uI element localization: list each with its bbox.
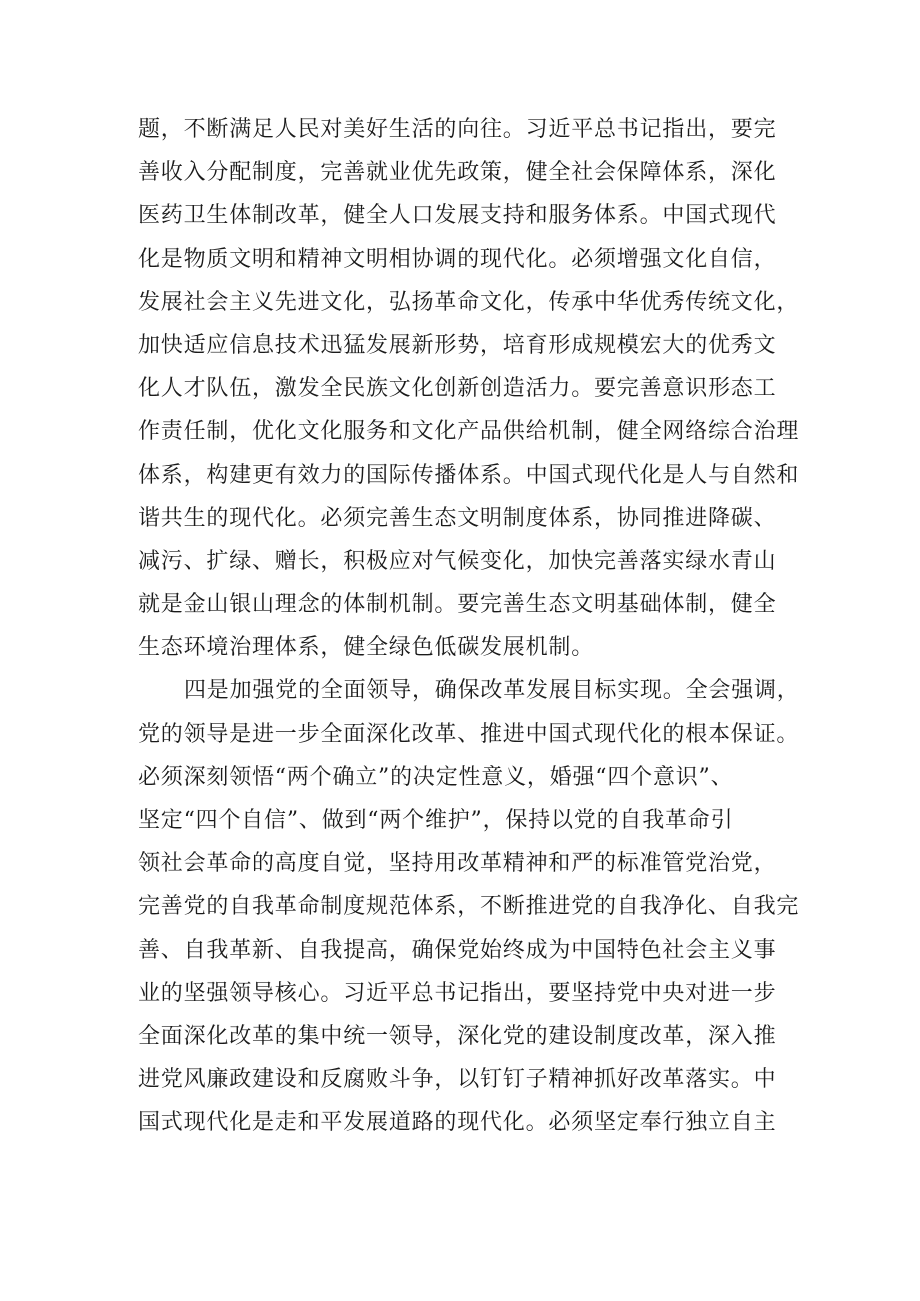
text-line: 化人才队伍，激发全民族文化创新创造活力。要完善意识形态工 bbox=[138, 376, 777, 402]
text-line: 加快适应信息技术迅猛发展新形势，培育形成规模宏大的优秀文 bbox=[138, 332, 777, 358]
text-line: 坚定“四个自信”、做到“两个维护”，保持以党的自我革命引 bbox=[138, 808, 734, 833]
text-line: 善收入分配制度，完善就业优先政策，健全社会保障体系，深化 bbox=[138, 160, 777, 186]
text-line: 医药卫生体制改革，健全人口发展支持和服务体系。中国式现代 bbox=[138, 203, 777, 229]
text-line: 就是金山银山理念的体制机制。要完善生态文明基础体制，健全 bbox=[138, 592, 777, 618]
text-line: 国式现代化是走和平发展道路的现代化。必须坚定奉行独立自主 bbox=[138, 1110, 777, 1136]
text-line: 进党风廉政建设和反腐败斗争，以钉钉子精神抓好改革落实。中 bbox=[138, 1067, 777, 1093]
text-line: 作责任制，优化文化服务和文化产品供给机制，健全网络综合治理 bbox=[138, 419, 800, 445]
text-line: 完善党的自我革命制度规范体系，不断推进党的自我净化、自我完 bbox=[138, 894, 800, 920]
text-line: 善、自我革新、自我提高，确保党始终成为中国特色社会主义事 bbox=[138, 937, 777, 963]
text-line: 减污、扩绿、赠长，积极应对气候变化，加快完善落实绿水青山 bbox=[138, 548, 777, 574]
text-line: 领社会革命的高度自觉，坚持用改革精神和严的标准管党治党， bbox=[138, 851, 777, 877]
body-text bbox=[138, 108, 798, 1145]
text-line: 党的领导是进一步全面深化改革、推进中国式现代化的根本保证。 bbox=[138, 721, 800, 747]
text-line: 业的坚强领导核心。习近平总书记指出，要坚持党中央对进一步 bbox=[138, 980, 777, 1006]
text-line: 必须深刻领悟“两个确立”的决定性意义，婚强“四个意识”、 bbox=[138, 764, 734, 790]
text-line: 题，不断满足人民对美好生活的向往。习近平总书记指出，要完 bbox=[138, 117, 777, 142]
text-line: 化是物质文明和精神文明相协调的现代化。必须增强文化自信， bbox=[138, 246, 777, 272]
text-line: 谐共生的现代化。必须完善生态文明制度体系，协同推进降碳、 bbox=[138, 505, 777, 531]
text-line: 体系，构建更有效力的国际传播体系。中国式现代化是人与自然和 bbox=[138, 462, 800, 488]
text-line: 发展社会主义先进文化，弘扬革命文化，传承中华优秀传统文化， bbox=[138, 289, 800, 315]
text-line: 全面深化改革的集中统一领导，深化党的建设制度改革，深入推 bbox=[138, 1023, 777, 1049]
text-line: 生态环境治理体系，健全绿色低碳发展机制。 bbox=[138, 635, 595, 661]
paragraph-start-line: 四是加强党的全面领导，确保改革发展目标实现。全会强调， bbox=[184, 678, 800, 704]
